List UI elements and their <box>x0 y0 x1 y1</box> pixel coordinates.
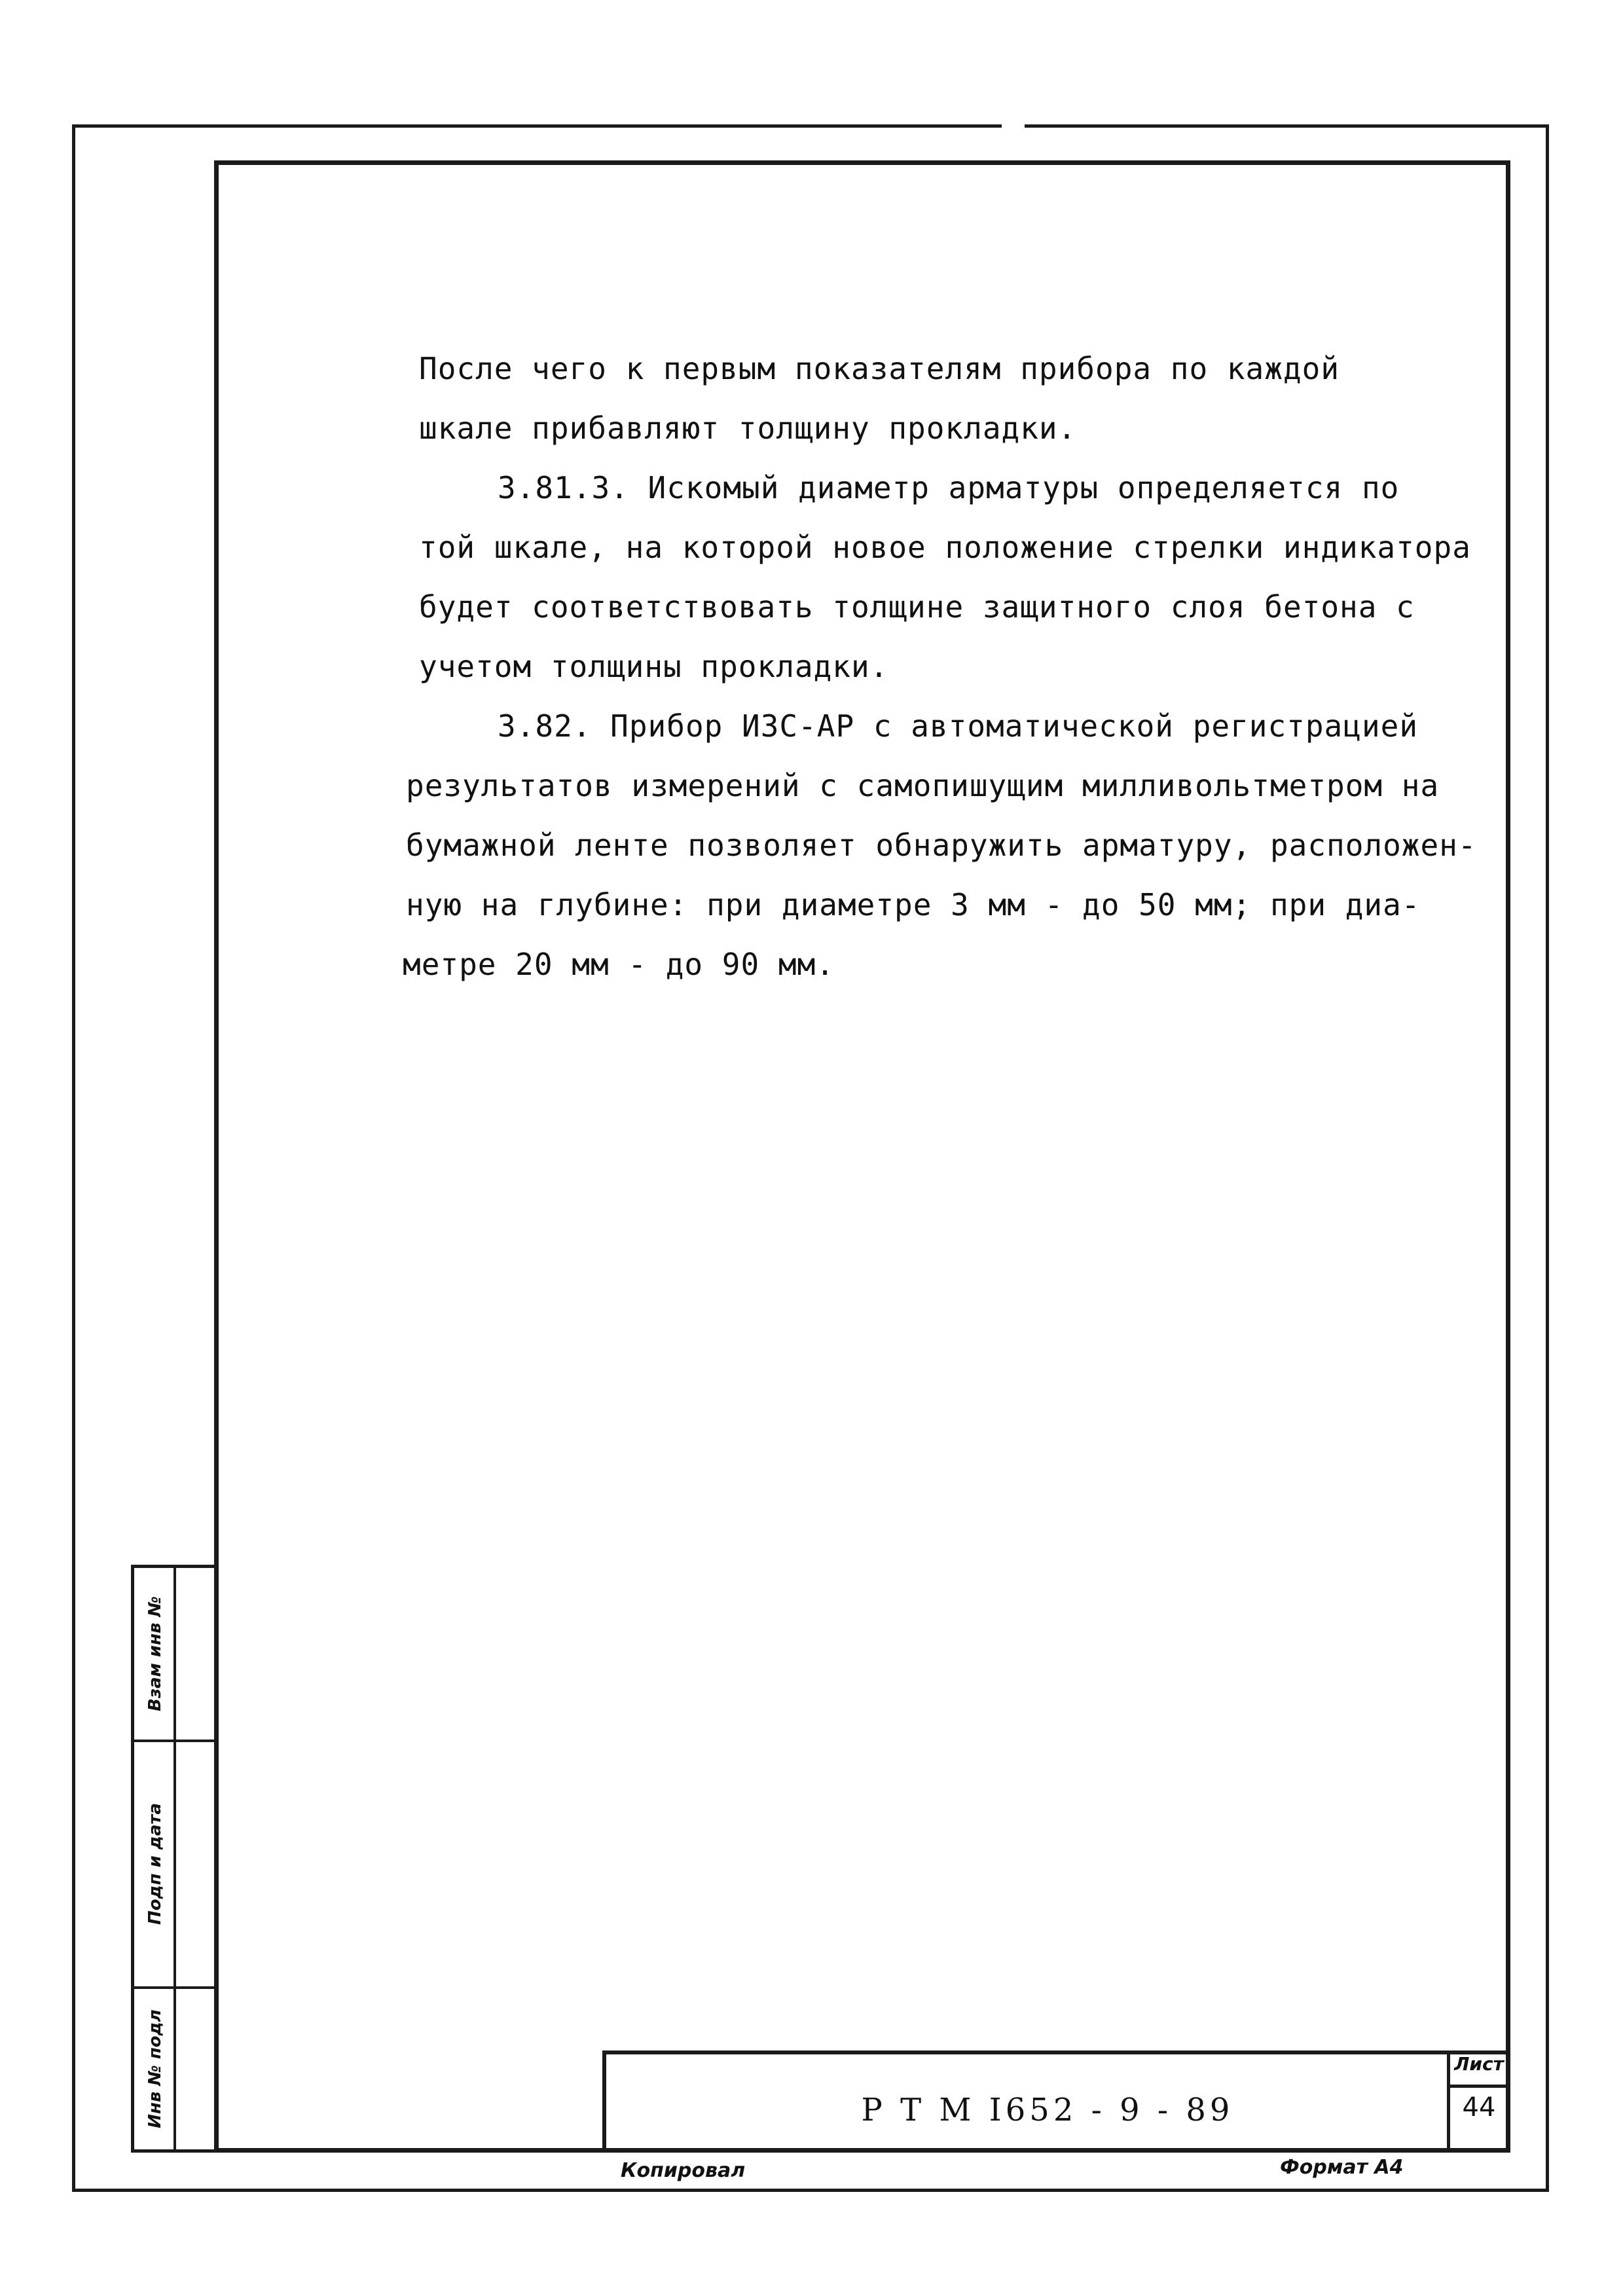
body-line: После чего к первым показателям прибора по каждой <box>419 351 1340 386</box>
side-stamp <box>131 1565 218 2153</box>
format-label: Формат А4 <box>1280 2156 1404 2179</box>
sheet-number: 44 <box>1462 2092 1496 2123</box>
side-cell-signature <box>134 1742 218 1989</box>
body-line: результатов измерений с самопишущим милливольтметром на <box>406 768 1440 803</box>
copied-by-label: Копировал <box>621 2159 746 2182</box>
side-cell-original <box>134 1989 218 2153</box>
sheet-label: Лист <box>1454 2053 1504 2075</box>
side-label-signature: Подп и дата <box>145 1802 165 1925</box>
body-line: бумажной ленте позволяет обнаружить арматуру, расположен- <box>406 828 1477 863</box>
document-code: Р Т М I652 - 9 - 89 <box>861 2092 1234 2128</box>
body-line: учетом толщины прокладки. <box>419 649 889 684</box>
drawing-frame <box>214 160 1510 2153</box>
body-line: той шкале, на которой новое положение стрелки индикатора <box>419 530 1471 565</box>
body-line: 3.81.3. Искомый диаметр арматуры определяется по <box>498 470 1400 505</box>
side-label-original: Инв № подл <box>145 2009 165 2128</box>
body-line: будет соответствовать толщине защитного слоя бетона с <box>419 589 1415 625</box>
body-line: 3.82. Прибор ИЗС-АР с автоматической регистрацией <box>498 708 1419 744</box>
body-line: шкале прибавляют толщину прокладки. <box>419 410 1077 446</box>
body-line: метре 20 мм - до 90 мм. <box>403 947 835 982</box>
side-cell-replacement <box>134 1568 218 1742</box>
sheet-cell-divider <box>1447 2085 1510 2088</box>
side-label-replacement: Взам инв № <box>145 1596 165 1711</box>
body-line: ную на глубине: при диаметре 3 мм - до 50 мм; при диа- <box>406 887 1421 922</box>
frame-gap <box>1002 122 1025 131</box>
